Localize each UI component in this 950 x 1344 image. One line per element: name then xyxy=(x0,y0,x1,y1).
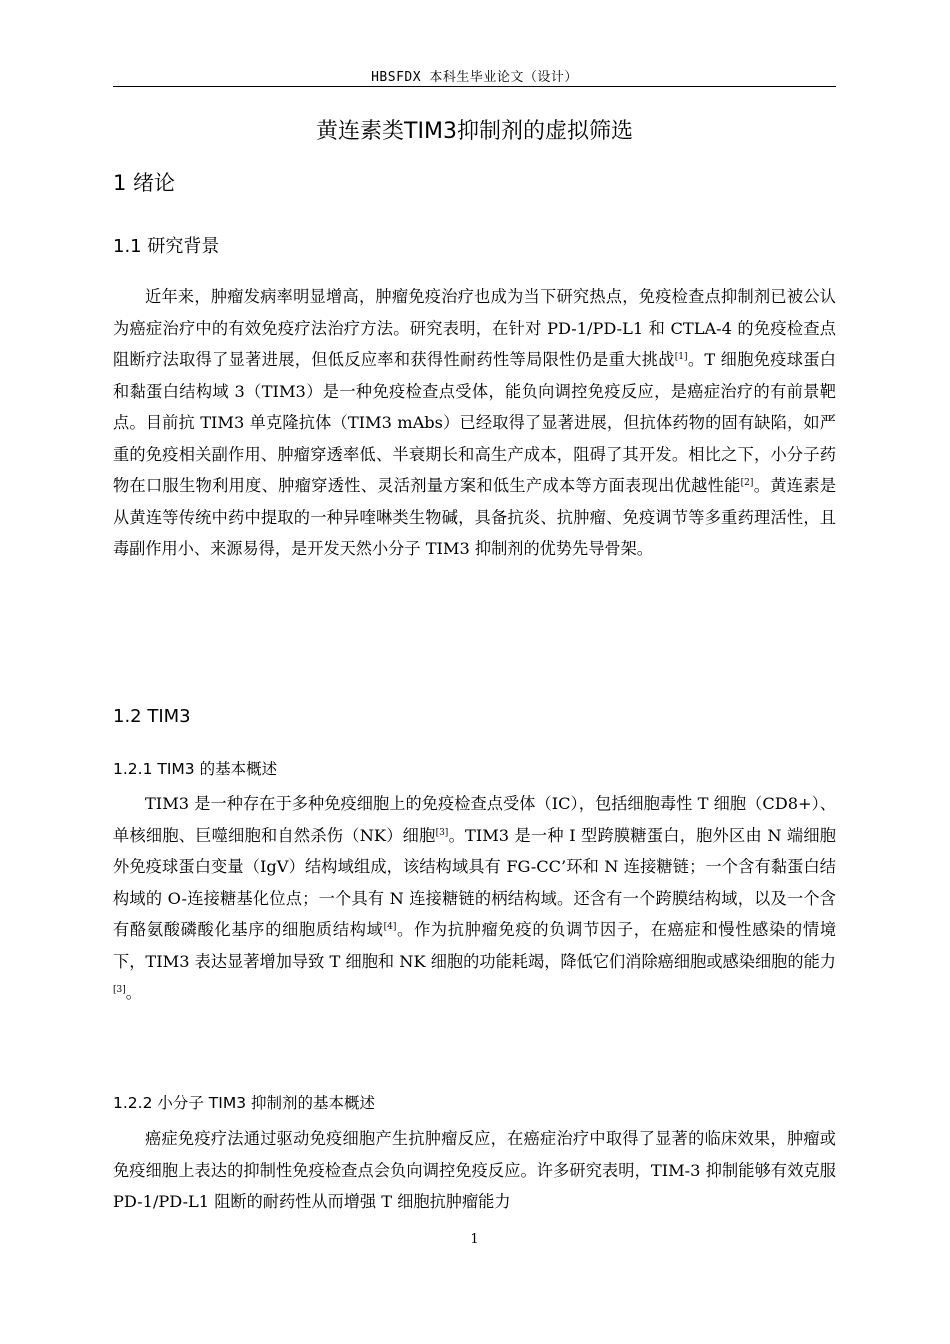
paragraph-text: 。黄连素是从黄连等传统中药中提取的一种异喹啉类生物碱，具备抗炎、抗肿瘤、免疫调节等多重药理活性，且毒副作用小、来源易得，是开发天然小分子 TIM3 抑制剂的优势先导骨架。 xyxy=(113,476,837,558)
paragraph-text: TIM3 是一种存在于多种免疫细胞上的免疫检查点受体（IC），包括细胞毒性 T 细胞（CD8+）、单核细胞、巨噬细胞和自然杀伤（NK）细胞 xyxy=(113,794,836,845)
citation-ref: [3] xyxy=(435,827,449,838)
subsection-heading-1-2-1: 1.2.1 TIM3 的基本概述 xyxy=(113,760,278,778)
paragraph-text: 。 xyxy=(125,983,142,1002)
subsection-heading-1-2-2: 1.2.2 小分子 TIM3 抑制剂的基本概述 xyxy=(113,1094,375,1112)
citation-ref: [4] xyxy=(383,922,397,932)
paragraph-text: 癌症免疫疗法通过驱动免疫细胞产生抗肿瘤反应，在癌症治疗中取得了显著的临床效果，肿瘤或免疫细胞上表达的抑制性免疫检查点会负向调控免疫反应。许多研究表明，TIM-3 抑制能够有效克服 PD-1/PD-L1 阻断的耐药性从而增强 T 细胞抗肿瘤能力 xyxy=(113,1129,836,1211)
section-heading-1-1: 1.1 研究背景 xyxy=(113,236,220,257)
paragraph-tim3-overview xyxy=(113,788,836,1009)
section-heading-1-2: 1.2 TIM3 xyxy=(113,706,191,727)
paragraph-text: 近年来，肿瘤发病率明显增高，肿瘤免疫治疗也成为当下研究热点，免疫检查点抑制剂已被公认为癌症治疗中的有效免疫疗法治疗方法。研究表明，在针对 PD-1/PD-L1 和 CTLA-4 的免疫检查点阻断疗法取得了显著进展，但低反应率和获得性耐药性等局限性仍是重大挑战 xyxy=(113,287,836,369)
paragraph-text: 。作为抗肿瘤免疫的负调节因子，在癌症和慢性感染的情境下，TIM3 表达显著增加导致 T 细胞和 NK 细胞的功能耗竭，降低它们消除癌细胞或感染细胞的能力 xyxy=(113,920,837,971)
paragraph-small-molecule-inhibitors xyxy=(113,1123,836,1218)
citation-ref: [1] xyxy=(674,352,688,362)
header-rule xyxy=(113,86,836,87)
page-number: 1 xyxy=(470,1232,479,1247)
citation-ref: [2] xyxy=(740,478,754,488)
thesis-title: 黄连素类TIM3抑制剂的虚拟筛选 xyxy=(316,119,633,144)
citation-ref: [3] xyxy=(113,985,126,995)
running-header: HBSFDX 本科生毕业论文（设计） xyxy=(371,70,578,85)
paragraph-text: 。T 细胞免疫球蛋白和黏蛋白结构域 3（TIM3）是一种免疫检查点受体，能负向调控免疫反应，是癌症治疗的有前景靶点。目前抗 TIM3 单克隆抗体（TIM3 mAbs）已经取得了显著进展，但抗体药物的固有缺陷，如严重的免疫相关副作用、肿瘤穿透率低、半衰期长和高生产成本，阻碍了其开发。相比之下，小分子药物在口服生物利用度、肿瘤穿透性、灵活剂量方案和低生产成本等方面表现出优越性能 xyxy=(113,350,836,495)
paragraph-research-background xyxy=(113,281,836,565)
paragraph-text: 。TIM3 是一种 I 型跨膜糖蛋白，胞外区由 N 端细胞外免疫球蛋白变量（IgV）结构域组成，该结构域具有 FG-CC’环和 N 连接糖链；一个含有黏蛋白结构域的 O-连接糖基化位点；一个具有 N 连接糖链的柄结构域。还含有一个跨膜结构域，以及一个含有酪氨酸磷酸化基序的细胞质结构域 xyxy=(113,825,836,939)
chapter-heading: 1 绪论 xyxy=(113,171,176,195)
